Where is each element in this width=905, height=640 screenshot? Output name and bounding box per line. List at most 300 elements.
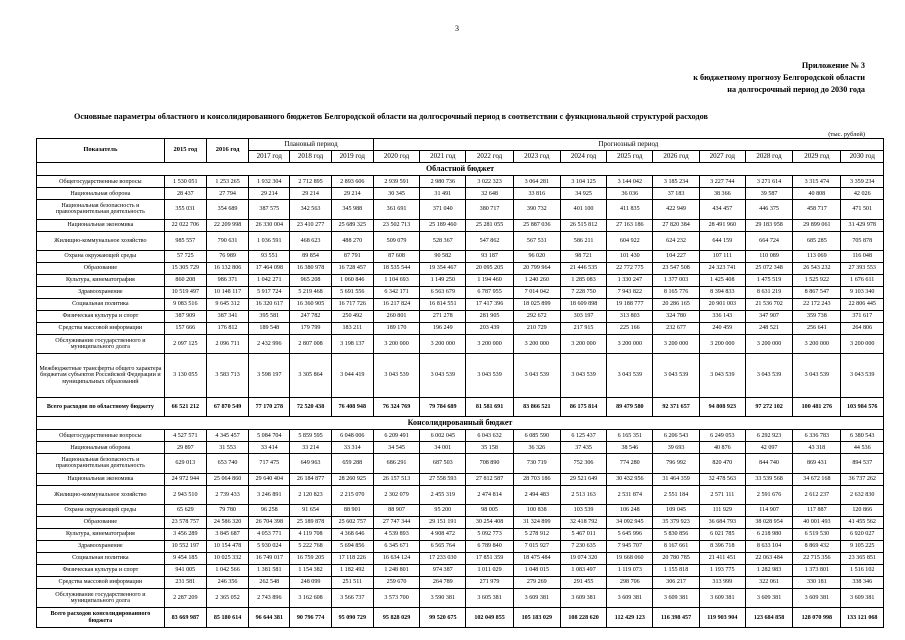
value-cell: 29 214 (290, 188, 331, 200)
value-cell: 291 455 (560, 577, 606, 589)
value-cell: 3 227 744 (699, 176, 745, 188)
row-label: Физическая культура и спорт (37, 565, 165, 577)
value-cell: 3 200 000 (745, 335, 792, 354)
value-cell: 20 901 003 (699, 299, 745, 311)
value-cell: 6 125 437 (560, 430, 606, 442)
value-cell: 19 354 467 (420, 262, 466, 274)
value-cell: 3 200 000 (373, 335, 419, 354)
value-cell: 31 324 899 (513, 516, 560, 528)
table-row (37, 528, 884, 540)
value-cell: 34 672 168 (793, 473, 841, 485)
value-cell: 1 530 051 (164, 176, 206, 188)
value-cell: 624 232 (653, 231, 699, 250)
value-cell: 10 552 197 (164, 540, 206, 552)
value-cell: 6 206 543 (653, 430, 699, 442)
value-cell: 27 820 384 (653, 219, 699, 231)
value-cell: 189 170 (373, 323, 419, 335)
value-cell: 17 417 396 (466, 299, 513, 311)
header-year: 2024 год (560, 151, 606, 163)
row-label: Обслуживание государственного и муниципального долга (37, 335, 165, 354)
value-cell: 1 253 265 (206, 176, 248, 188)
value-cell: 25 064 860 (206, 473, 248, 485)
value-cell: 27 558 593 (420, 473, 466, 485)
value-cell: 7 943 822 (607, 286, 653, 298)
value-cell: 941 005 (164, 565, 206, 577)
value-cell: 111 929 (699, 504, 745, 516)
value-cell: 3 609 381 (699, 589, 745, 608)
value-cell: 29 214 (331, 188, 373, 200)
value-cell: 6 565 764 (420, 540, 466, 552)
table-row (37, 323, 884, 335)
value-cell: 2 612 237 (793, 485, 841, 504)
value-cell: 96 020 (513, 250, 560, 262)
value-cell: 95 090 729 (331, 608, 373, 628)
value-cell: 303 197 (560, 311, 606, 323)
value-cell: 8 396 718 (699, 540, 745, 552)
value-cell: 179 799 (290, 323, 331, 335)
value-cell: 6 209 491 (373, 430, 419, 442)
table-row (37, 299, 884, 311)
value-cell: 1 381 581 (249, 565, 290, 577)
value-cell: 88 901 (331, 504, 373, 516)
value-cell: 103 539 (560, 504, 606, 516)
value-cell: 4 527 571 (164, 430, 206, 442)
value-cell: 345 988 (331, 200, 373, 219)
value-cell: 3 064 281 (513, 176, 560, 188)
value-cell: 39 693 (653, 442, 699, 454)
section-row (37, 416, 884, 429)
value-cell: 114 907 (745, 504, 792, 516)
value-cell: 387 575 (249, 200, 290, 219)
value-cell: 5 084 704 (249, 430, 290, 442)
value-cell: 20 799 964 (513, 262, 560, 274)
budget-table (36, 138, 884, 628)
value-cell: 965 208 (290, 274, 331, 286)
table-row (37, 516, 884, 528)
value-cell: 3 566 737 (331, 589, 373, 608)
value-cell: 90 796 774 (290, 608, 331, 628)
value-cell: 2 943 510 (164, 485, 206, 504)
value-cell: 4 345 457 (206, 430, 248, 442)
value-cell: 5 219 468 (290, 286, 331, 298)
row-label: Общегосударственные вопросы (37, 176, 165, 188)
value-cell: 3 198 137 (331, 335, 373, 354)
value-cell: 8 394 833 (699, 286, 745, 298)
value-cell: 26 330 004 (249, 219, 290, 231)
value-cell: 8 165 776 (653, 286, 699, 298)
value-cell: 40 001 493 (793, 516, 841, 528)
header-year: 2016 год (206, 139, 248, 163)
value-cell: 26 515 812 (560, 219, 606, 231)
value-cell: 76 989 (206, 250, 248, 262)
value-cell: 23 410 277 (290, 219, 331, 231)
value-cell: 395 581 (249, 311, 290, 323)
value-cell: 26 704 398 (249, 516, 290, 528)
value-cell: 96 258 (249, 504, 290, 516)
header-year: 2019 год (331, 151, 373, 163)
value-cell: 371 617 (841, 311, 884, 323)
value-cell: 30 254 408 (466, 516, 513, 528)
value-cell: 3 043 539 (373, 354, 419, 397)
value-cell: 1 425 408 (699, 274, 745, 286)
value-cell: 29 151 191 (420, 516, 466, 528)
value-cell: 246 356 (206, 577, 248, 589)
value-cell: 259 670 (373, 577, 419, 589)
value-cell: 5 645 996 (607, 528, 653, 540)
value-cell: 21 411 451 (699, 552, 745, 564)
value-cell: 38 546 (607, 442, 653, 454)
value-cell: 3 200 000 (699, 335, 745, 354)
value-cell: 117 887 (793, 504, 841, 516)
value-cell: 67 870 549 (206, 397, 248, 416)
value-cell: 2 494 483 (513, 485, 560, 504)
value-cell: 29 214 (249, 188, 290, 200)
value-cell: 2 432 996 (249, 335, 290, 354)
value-cell: 6 789 840 (466, 540, 513, 552)
value-cell: 629 013 (164, 454, 206, 473)
value-cell: 528 367 (420, 231, 466, 250)
value-cell: 3 043 539 (793, 354, 841, 397)
value-cell: 29 183 958 (745, 219, 792, 231)
value-cell: 292 672 (513, 311, 560, 323)
value-cell: 3 609 381 (653, 589, 699, 608)
value-cell: 264 789 (420, 577, 466, 589)
value-cell: 5 467 011 (560, 528, 606, 540)
value-cell: 4 539 893 (373, 528, 419, 540)
value-cell: 281 905 (466, 311, 513, 323)
value-cell: 40 876 (699, 442, 745, 454)
header-year: 2029 год (793, 151, 841, 163)
value-cell: 8 167 661 (653, 540, 699, 552)
row-label: Жилищно-коммунальное хозяйство (37, 231, 165, 250)
header-year: 2030 год (841, 151, 884, 163)
value-cell: 32 478 563 (699, 473, 745, 485)
value-cell: 3 043 539 (420, 354, 466, 397)
value-cell: 3 590 381 (420, 589, 466, 608)
value-cell: 6 085 590 (513, 430, 560, 442)
value-cell: 6 165 351 (607, 430, 653, 442)
value-cell: 31 464 359 (653, 473, 699, 485)
value-cell: 100 838 (513, 504, 560, 516)
value-cell: 8 631 219 (745, 286, 792, 298)
row-label: Социальная политика (37, 299, 165, 311)
value-cell: 10 519 497 (164, 286, 206, 298)
value-cell: 25 189 460 (420, 219, 466, 231)
value-cell: 3 583 713 (206, 354, 248, 397)
value-cell: 3 456 289 (164, 528, 206, 540)
table-row (37, 473, 884, 485)
value-cell: 35 379 923 (653, 516, 699, 528)
value-cell: 22 022 706 (164, 219, 206, 231)
value-cell: 1 036 591 (249, 231, 290, 250)
value-cell: 390 732 (513, 200, 560, 219)
value-cell: 105 183 029 (513, 608, 560, 628)
value-cell: 1 194 460 (466, 274, 513, 286)
value-cell: 3 609 381 (513, 589, 560, 608)
value-cell: 10 148 117 (206, 286, 248, 298)
value-cell: 3 200 000 (793, 335, 841, 354)
value-cell: 196 249 (420, 323, 466, 335)
value-cell: 17 464 098 (249, 262, 290, 274)
value-cell: 98 005 (466, 504, 513, 516)
value-cell: 664 724 (745, 231, 792, 250)
value-cell: 25 689 325 (331, 219, 373, 231)
value-cell: 17 233 030 (420, 552, 466, 564)
value-cell: 659 288 (331, 454, 373, 473)
value-cell: 2 712 895 (290, 176, 331, 188)
value-cell: 2 455 319 (420, 485, 466, 504)
value-cell: 509 079 (373, 231, 419, 250)
value-cell: 790 631 (206, 231, 248, 250)
value-cell: 869 431 (793, 454, 841, 473)
value-cell: 5 278 912 (513, 528, 560, 540)
value-cell: 686 291 (373, 454, 419, 473)
value-cell: 16 380 978 (290, 262, 331, 274)
value-cell: 8 633 104 (745, 540, 792, 552)
row-label: Межбюджетные трансферты общего характера бюджетам субъектов Российской Федерации и муниципальных образований (37, 354, 165, 397)
value-cell: 27 163 186 (607, 219, 653, 231)
row-label: Обслуживание государственного и муниципального долга (37, 589, 165, 608)
value-cell: 6 563 679 (420, 286, 466, 298)
value-cell: 76 408 948 (331, 397, 373, 416)
value-cell: 1 193 775 (699, 565, 745, 577)
value-cell: 4 053 771 (249, 528, 290, 540)
value-cell: 34 001 (420, 442, 466, 454)
value-cell: 1 011 029 (466, 565, 513, 577)
value-cell: 128 070 998 (793, 608, 841, 628)
header-year: 2020 год (373, 151, 419, 163)
value-cell: 88 907 (373, 504, 419, 516)
value-cell: 3 609 381 (841, 589, 884, 608)
value-cell: 3 200 000 (607, 335, 653, 354)
value-cell: 19 188 777 (607, 299, 653, 311)
value-cell: 18 609 898 (560, 299, 606, 311)
value-cell: 3 043 539 (745, 354, 792, 397)
table-row (37, 200, 884, 219)
value-cell: 567 531 (513, 231, 560, 250)
value-cell: 3 246 891 (249, 485, 290, 504)
total-row (37, 608, 884, 628)
value-cell: 604 922 (607, 231, 653, 250)
value-cell: 271 979 (466, 577, 513, 589)
value-cell: 110 089 (745, 250, 792, 262)
value-cell: 24 972 944 (164, 473, 206, 485)
value-cell: 3 043 539 (841, 354, 884, 397)
value-cell: 17 851 359 (466, 552, 513, 564)
value-cell: 18 025 899 (513, 299, 560, 311)
value-cell: 89 854 (290, 250, 331, 262)
value-cell: 2 939 591 (373, 176, 419, 188)
value-cell: 86 175 814 (560, 397, 606, 416)
value-cell: 22 806 445 (841, 299, 884, 311)
table-row (37, 176, 884, 188)
value-cell: 3 609 381 (560, 589, 606, 608)
value-cell: 820 470 (699, 454, 745, 473)
value-cell: 25 072 348 (745, 262, 792, 274)
value-cell: 653 740 (206, 454, 248, 473)
value-cell: 225 166 (607, 323, 653, 335)
value-cell: 95 828 029 (373, 608, 419, 628)
value-cell: 101 430 (607, 250, 653, 262)
value-cell: 102 049 855 (466, 608, 513, 628)
value-cell: 3 200 000 (466, 335, 513, 354)
value-cell: 89 479 580 (607, 397, 653, 416)
value-cell: 34 092 945 (607, 516, 653, 528)
value-cell: 6 048 006 (331, 430, 373, 442)
row-label: Культура, кинематография (37, 528, 165, 540)
value-cell: 112 429 123 (607, 608, 653, 628)
row-label: Социальная политика (37, 552, 165, 564)
value-cell: 774 280 (607, 454, 653, 473)
section-row (37, 163, 884, 176)
value-cell: 29 899 061 (793, 219, 841, 231)
value-cell: 3 305 864 (290, 354, 331, 397)
value-cell: 87 791 (331, 250, 373, 262)
value-cell: 240 459 (699, 323, 745, 335)
value-cell: 97 272 102 (745, 397, 792, 416)
header-year: 2022 год (466, 151, 513, 163)
value-cell: 6 043 632 (466, 430, 513, 442)
value-cell: 5 092 773 (466, 528, 513, 540)
value-cell: 2 551 184 (653, 485, 699, 504)
value-cell: 16 759 205 (290, 552, 331, 564)
value-cell: 10 025 332 (206, 552, 248, 564)
value-cell: 1 676 611 (841, 274, 884, 286)
value-cell: 3 609 381 (745, 589, 792, 608)
value-cell: 5 222 768 (290, 540, 331, 552)
value-cell: 6 336 783 (793, 430, 841, 442)
value-cell: 95 200 (420, 504, 466, 516)
value-cell: 586 211 (560, 231, 606, 250)
table-row (37, 219, 884, 231)
value-cell: 1 060 846 (331, 274, 373, 286)
value-cell: 25 602 757 (331, 516, 373, 528)
value-cell: 844 740 (745, 454, 792, 473)
value-cell: 717 475 (249, 454, 290, 473)
value-cell: 35 158 (466, 442, 513, 454)
value-cell: 76 324 769 (373, 397, 419, 416)
value-cell: 860 208 (164, 274, 206, 286)
table-row (37, 188, 884, 200)
value-cell: 2 743 896 (249, 589, 290, 608)
value-cell: 2 571 111 (699, 485, 745, 504)
value-cell: 2 531 874 (607, 485, 653, 504)
value-cell: 248 521 (745, 323, 792, 335)
value-cell: 3 573 700 (373, 589, 419, 608)
value-cell: 387 341 (206, 311, 248, 323)
value-cell: 1 042 566 (206, 565, 248, 577)
value-cell: 2 893 606 (331, 176, 373, 188)
value-cell: 298 706 (607, 577, 653, 589)
value-cell: 3 598 197 (249, 354, 290, 397)
header-year: 2017 год (249, 151, 290, 163)
value-cell: 422 949 (653, 200, 699, 219)
row-label: Жилищно-коммунальное хозяйство (37, 485, 165, 504)
value-cell: 77 170 278 (249, 397, 290, 416)
value-cell: 27 747 344 (373, 516, 419, 528)
value-cell: 649 963 (290, 454, 331, 473)
table-body (37, 163, 884, 628)
value-cell: 1 248 801 (373, 565, 419, 577)
value-cell: 708 890 (466, 454, 513, 473)
value-cell: 796 992 (653, 454, 699, 473)
value-cell: 116 398 457 (653, 608, 699, 628)
value-cell: 401 100 (560, 200, 606, 219)
row-label: Средства массовой информации (37, 323, 165, 335)
value-cell: 338 346 (841, 577, 884, 589)
value-cell: 3 185 234 (653, 176, 699, 188)
header-year: 2025 год (607, 151, 653, 163)
row-label: Национальная оборона (37, 442, 165, 454)
value-cell: 37 435 (560, 442, 606, 454)
table-row (37, 250, 884, 262)
row-label: Общегосударственные вопросы (37, 430, 165, 442)
table-row (37, 262, 884, 274)
value-cell: 133 121 068 (841, 608, 884, 628)
value-cell: 1 240 260 (513, 274, 560, 286)
value-cell: 6 920 027 (841, 528, 884, 540)
table-row (37, 430, 884, 442)
value-cell: 361 691 (373, 200, 419, 219)
value-cell: 5 930 024 (249, 540, 290, 552)
row-label: Национальная безопасность и правоохранительная деятельность (37, 454, 165, 473)
value-cell: 411 835 (607, 200, 653, 219)
value-cell: 94 808 923 (699, 397, 745, 416)
value-cell: 28 491 960 (699, 219, 745, 231)
value-cell: 92 371 657 (653, 397, 699, 416)
table-row (37, 565, 884, 577)
value-cell: 2 591 676 (745, 485, 792, 504)
value-cell: 313 803 (607, 311, 653, 323)
value-cell: 6 249 053 (699, 430, 745, 442)
value-cell: 98 721 (560, 250, 606, 262)
value-cell: 985 557 (164, 231, 206, 250)
value-cell: 39 587 (745, 188, 792, 200)
value-cell: 16 749 017 (249, 552, 290, 564)
value-cell: 34 925 (560, 188, 606, 200)
value-cell: 21 446 535 (560, 262, 606, 274)
value-cell: 2 365 052 (206, 589, 248, 608)
value-cell: 1 048 015 (513, 565, 560, 577)
value-cell: 894 537 (841, 454, 884, 473)
value-cell: 1 373 801 (793, 565, 841, 577)
value-cell: 4 368 646 (331, 528, 373, 540)
header-planned-period: Плановый период (249, 139, 374, 151)
row-label: Всего расходов консолидированного бюджета (37, 608, 165, 628)
value-cell: 354 689 (206, 200, 248, 219)
value-cell: 29 897 (164, 442, 206, 454)
value-cell: 123 684 858 (745, 608, 792, 628)
appendix-line: на долгосрочный период до 2030 года (727, 85, 865, 94)
value-cell: 21 536 702 (745, 299, 792, 311)
value-cell: 22 715 356 (793, 552, 841, 564)
value-cell: 79 780 (206, 504, 248, 516)
value-cell: 57 725 (164, 250, 206, 262)
value-cell: 3 200 000 (653, 335, 699, 354)
header-indicator: Показатель (37, 139, 165, 163)
value-cell: 16 217 824 (373, 299, 419, 311)
value-cell: 72 520 438 (290, 397, 331, 416)
value-cell: 5 691 556 (331, 286, 373, 298)
value-cell: 29 521 649 (560, 473, 606, 485)
appendix-heading (693, 60, 865, 96)
value-cell: 30 345 (373, 188, 419, 200)
header-year: 2027 год (699, 151, 745, 163)
value-cell: 18 535 544 (373, 262, 419, 274)
row-label: Национальная экономика (37, 219, 165, 231)
value-cell: 322 061 (745, 577, 792, 589)
value-cell: 355 031 (164, 200, 206, 219)
